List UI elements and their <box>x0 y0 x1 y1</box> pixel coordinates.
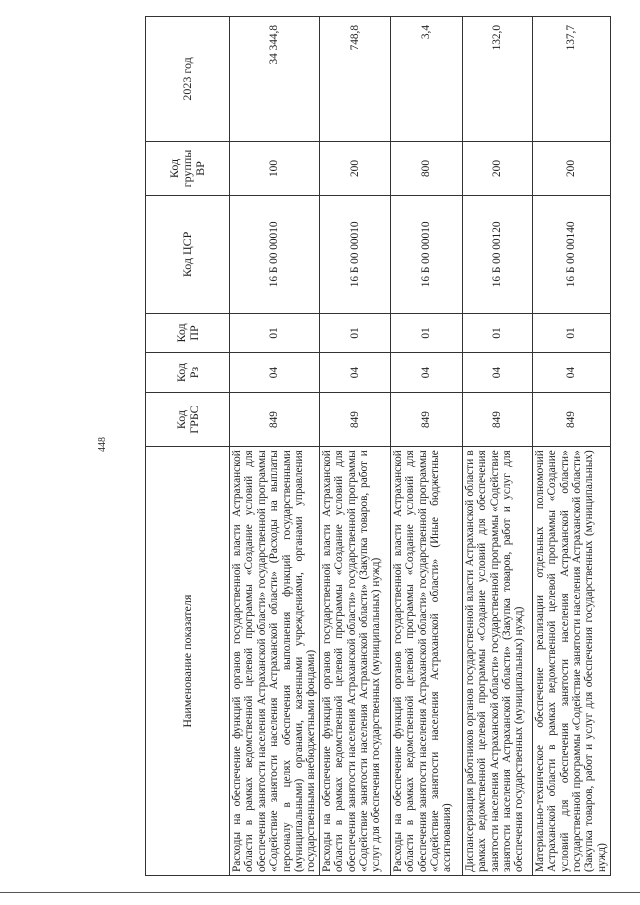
col-header-name: Наименование показателя <box>146 447 230 876</box>
row-vr: 100 <box>230 141 320 195</box>
table-row <box>462 17 532 876</box>
row-vr: 200 <box>462 141 532 195</box>
row-vr: 200 <box>319 141 390 195</box>
row-grbs: 849 <box>390 392 462 446</box>
row-rz: 04 <box>390 353 462 393</box>
row-name: Расходы на обеспечение функций органов государственной власти Астраханской области в рамках ведомственной целевой программы «Создание условий для обеспечения занятости населения Астраханской области» государственной программы «Содействие занятости населения Астраханской области» (Закупка товаров, работ и услуг для обеспечения государственных (муниципальных) нужд) <box>319 447 390 876</box>
row-2023: 748,8 <box>319 17 390 142</box>
row-2023: 137,7 <box>532 17 610 142</box>
row-pr: 01 <box>462 313 532 353</box>
row-pr: 01 <box>532 313 610 353</box>
table-header-row <box>146 17 230 876</box>
row-2023: 3,4 <box>390 17 462 142</box>
row-grbs: 849 <box>532 392 610 446</box>
row-csr: 16 Б 00 00140 <box>532 196 610 313</box>
row-csr: 16 Б 00 00010 <box>390 196 462 313</box>
row-name: Диспансеризация работников органов государственной власти Астраханской области в рамках ведомственной целевой программы «Создание условий для обеспечения занятости населения Астраханской области» государственной программы «Содействие занятости населения Астраханской области» (Закупка товаров, работ и услуг для обеспечения государственных (муниципальных) нужд) <box>462 447 532 876</box>
row-rz: 04 <box>319 353 390 393</box>
row-pr: 01 <box>390 313 462 353</box>
col-header-rz: Код Рз <box>146 353 230 393</box>
budget-table <box>145 16 611 876</box>
row-csr: 16 Б 00 00010 <box>230 196 320 313</box>
row-name: Расходы на обеспечение функций органов государственной власти Астраханской области в рамках ведомственной целевой программы «Создание условий для обеспечения занятости населения Астраханской области» государственной программы «Содействие занятости населения Астраханской области» (Расходы на выплаты персоналу в целях обеспечения выполнения функций государственными (муниципальными) органами, казенными учреждениями, органами управления государственными внебюджетными фондами) <box>230 447 320 876</box>
row-csr: 16 Б 00 00010 <box>319 196 390 313</box>
row-vr: 800 <box>390 141 462 195</box>
row-rz: 04 <box>532 353 610 393</box>
scan-bottom-divider <box>0 892 640 893</box>
table-row <box>390 17 462 876</box>
row-pr: 01 <box>319 313 390 353</box>
row-vr: 200 <box>532 141 610 195</box>
row-rz: 04 <box>462 353 532 393</box>
table-row <box>230 17 320 876</box>
rotated-table-container <box>145 16 608 876</box>
col-header-pr: Код ПР <box>146 313 230 353</box>
col-header-grbs: Код ГРБС <box>146 392 230 446</box>
row-rz: 04 <box>230 353 320 393</box>
row-2023: 132,0 <box>462 17 532 142</box>
col-header-vr: Код группы ВР <box>146 141 230 195</box>
row-name: Материально-техническое обеспечение реализации отдельных полномочий Астраханской области в рамках ведомственной целевой программы «Создание условий для обеспечения занятости населения Астраханской области» государственной программы «Содействие занятости населения Астраханской области» (Закупка товаров, работ и услуг для обеспечения государственных (муниципальных) нужд) <box>532 447 610 876</box>
table-row <box>319 17 390 876</box>
page-number: 448 <box>97 437 108 452</box>
row-grbs: 849 <box>319 392 390 446</box>
row-grbs: 849 <box>462 392 532 446</box>
row-name: Расходы на обеспечение функций органов государственной власти Астраханской области в рамках ведомственной целевой программы «Создание условий для обеспечения занятости населения Астраханской области» государственной программы «Содействие занятости населения Астраханской области» (Иные бюджетные ассигнования) <box>390 447 462 876</box>
row-grbs: 849 <box>230 392 320 446</box>
row-csr: 16 Б 00 00120 <box>462 196 532 313</box>
table-row <box>532 17 610 876</box>
row-2023: 34 344,8 <box>230 17 320 142</box>
row-pr: 01 <box>230 313 320 353</box>
col-header-csr: Код ЦСР <box>146 196 230 313</box>
col-header-2023: 2023 год <box>146 17 230 142</box>
